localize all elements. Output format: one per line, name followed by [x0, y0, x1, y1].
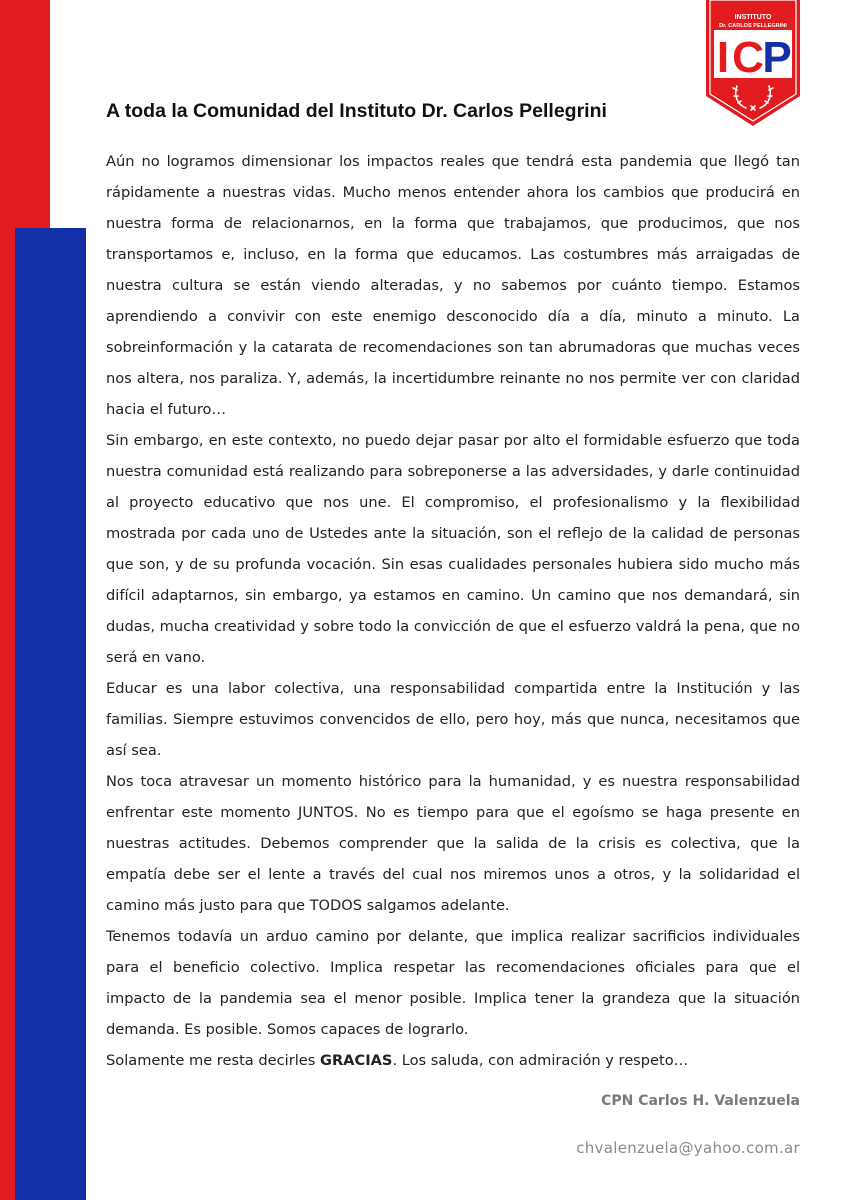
- letter-paragraph: Aún no logramos dimensionar los impactos reales que tendrá esta pandemia que llegó tan rápidamente a nuestras vidas. Mucho menos entender ahora los cambios que producirá en nuestra forma de relacionarnos, en la forma que trabajamos, que producimos, que nos transportamos e, incluso, en la forma que educamos. Las costumbres más arraigadas de nuestra cultura se están viendo alteradas, y no sabemos por cuánto tiempo. Estamos aprendiendo a convivir con este enemigo desconocido día a día, minuto a minuto. La sobreinformación y la catarata de recomendaciones son tan abrumadoras que muchas veces nos altera, nos paraliza. Y, además, la incertidumbre reinante no nos permite ver con claridad hacia el futuro…: [106, 153, 800, 418]
- letter-closing: [106, 1045, 800, 1076]
- letter-paragraph: Nos toca atravesar un momento histórico para la humanidad, y es nuestra responsabilidad enfrentar este momento JUNTOS. No es tiempo para que el egoísmo se haga presente en nuestras actitudes. Debemos comprender que la salida de la crisis es colectiva, que la empatía debe ser el lente a través del cual nos miremos unos a otros, y la solidaridad el camino más justo para que TODOS salgamos adelante.: [106, 773, 800, 914]
- letter-title: A toda la Comunidad del Instituto Dr. Carlos Pellegrini: [106, 100, 607, 122]
- logo-letter-c: C: [732, 33, 764, 82]
- author-email: chvalenzuela@yahoo.com.ar: [576, 1139, 800, 1157]
- closing-text-after: . Los saluda, con admiración y respeto…: [392, 1052, 689, 1069]
- letter-paragraph: Sin embargo, en este contexto, no puedo dejar pasar por alto el formidable esfuerzo que toda nuestra comunidad está realizando para sobreponerse a las adversidades, y darle continuidad al proyecto educativo que nos une. El compromiso, el profesionalismo y la flexibilidad mostrada por cada uno de Ustedes ante la situación, son el reflejo de la calidad de personas que son, y de su profunda vocación. Sin esas cualidades personales hubiera sido mucho más difícil adaptarnos, sin embargo, ya estamos en camino. Un camino que nos demandará, sin dudas, mucha creatividad y sobre todo la convicción de que el esfuerzo valdrá la pena, que no será en vano.: [106, 432, 800, 666]
- letter-paragraph: Tenemos todavía un arduo camino por delante, que implica realizar sacrificios individuales para el beneficio colectivo. Implica respetar las recomendaciones oficiales para que el impacto de la pandemia sea el menor posible. Implica tener la grandeza que la situación demanda. Es posible. Somos capaces de lograrlo.: [106, 928, 800, 1038]
- blue-side-stripe: [15, 228, 86, 1200]
- logo-line-instituto: INSTITUTO: [734, 14, 772, 21]
- logo-letter-i: I: [716, 33, 730, 82]
- logo-letter-p: P: [762, 33, 792, 82]
- closing-text-before: Solamente me resta decirles: [106, 1052, 320, 1069]
- closing-emphasis: GRACIAS: [319, 1052, 393, 1069]
- letter-body: [106, 146, 800, 1076]
- signature: CPN Carlos H. Valenzuela: [601, 1093, 800, 1109]
- logo-line-name: Dr. CARLOS PELLEGRINI: [719, 23, 787, 29]
- letter-paragraph: Educar es una labor colectiva, una responsabilidad compartida entre la Institución y las familias. Siempre estuvimos convencidos de ello, pero hoy, más que nunca, necesitamos que así sea.: [106, 680, 800, 759]
